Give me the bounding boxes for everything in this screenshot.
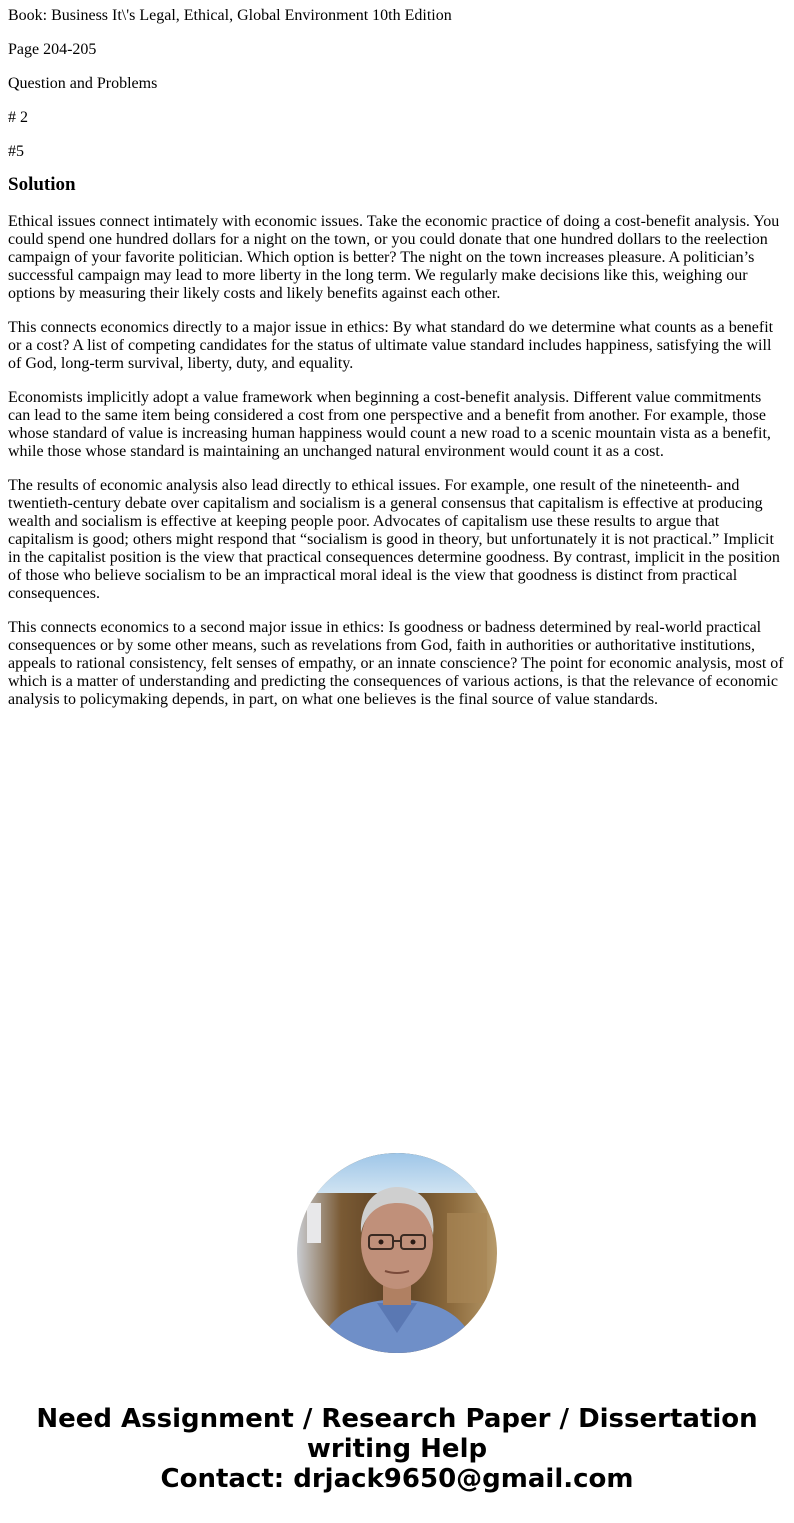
question-number-2: # 2 (8, 109, 28, 126)
solution-paragraph-4: The results of economic analysis also lead directly to ethical issues. For example, one result of the nineteenth- and twentieth-century debate over capitalism and socialism is a general consensus that capitalism is effective at producing wealth and socialism is effective at keeping people poor. Advocates of capitalism use these results to argue that capitalism is good; others might respond that “socialism is good in theory, but unfortunately it is not practical.” Implicit in the capitalist position is the view that practical consequences determine goodness. By contrast, implicit in the position of those who believe socialism to be an impractical moral ideal is the view that goodness is distinct from practical consequences. (8, 477, 780, 602)
promo-line-1: Need Assignment / Research Paper / Dissertation (36, 1404, 758, 1434)
book-title: Book: Business It\'s Legal, Ethical, Global Environment 10th Edition (8, 7, 452, 24)
promo-banner (0, 1404, 794, 1494)
section-title: Question and Problems (8, 75, 158, 92)
solution-paragraph-2: This connects economics directly to a major issue in ethics: By what standard do we determine what counts as a benefit or a cost? A list of competing candidates for the status of ultimate value standard includes happiness, satisfying the will of God, long-term survival, liberty, duty, and equality. (8, 319, 774, 372)
page-range: Page 204-205 (8, 41, 97, 58)
solution-paragraph-3: Economists implicitly adopt a value framework when beginning a cost-benefit analysis. Different value commitments can lead to the same item being considered a cost from one perspective and a benefit from another. For example, those whose standard of value is increasing human happiness would count a new road to a scenic mountain vista as a benefit, while those whose standard is maintaining an unchanged natural environment would count it as a cost. (8, 389, 771, 460)
solution-paragraph-5: This connects economics to a second major issue in ethics: Is goodness or badness determined by real-world practical consequences or by some other means, such as revelations from God, faith in authorities or authoritative institutions, appeals to rational consistency, felt senses of empathy, or an innate conscience? The point for economic analysis, most of which is a matter of understanding and predicting the consequences of various actions, is that the relevance of economic analysis to policymaking depends, in part, on what one believes is the final source of value standards. (8, 619, 784, 708)
solution-paragraph-1: Ethical issues connect intimately with economic issues. Take the economic practice of doing a cost-benefit analysis. You could spend one hundred dollars for a night on the town, or you could donate that one hundred dollars to the reelection campaign of your favorite politician. Which option is better? The night on the town increases pleasure. A politician’s successful campaign may lead to more liberty in the long term. We regularly make decisions like this, weighing our options by measuring their likely costs and likely benefits against each other. (8, 213, 780, 302)
tutor-portrait-illustration (297, 1153, 497, 1353)
promo-line-2: writing Help (306, 1434, 488, 1464)
tutor-avatar (297, 1153, 497, 1353)
document-body (8, 7, 786, 725)
solution-heading: Solution (8, 174, 76, 195)
question-number-5: #5 (8, 143, 24, 160)
promo-contact: Contact: drjack9650@gmail.com (160, 1464, 634, 1494)
